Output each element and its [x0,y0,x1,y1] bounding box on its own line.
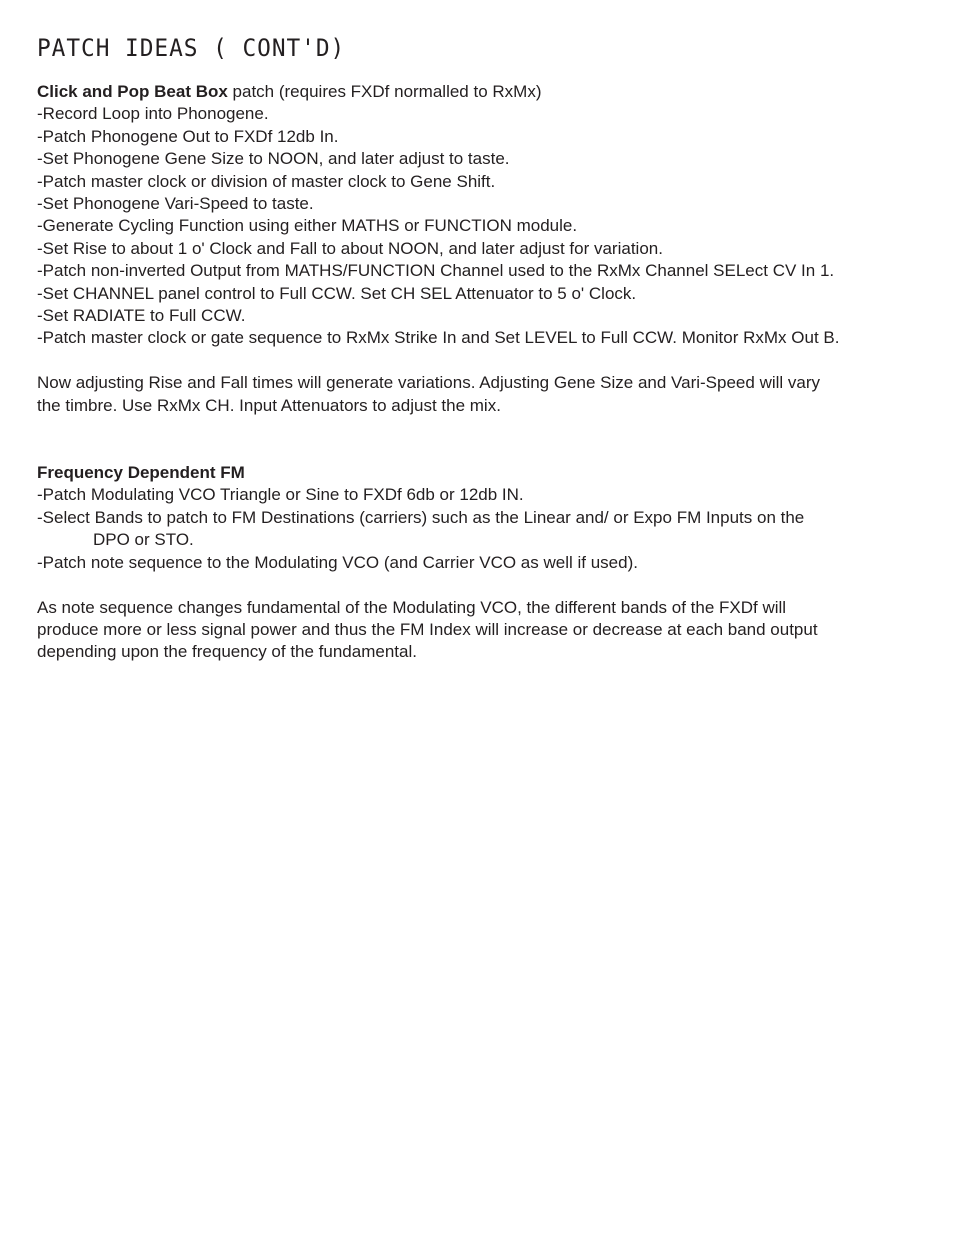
summary-line: produce more or less signal power and thus the FM Index will increase or decrease at each band output [37,619,818,639]
patch-step: -Set Phonogene Gene Size to NOON, and later adjust to taste. [37,149,510,169]
patch-step: -Patch note sequence to the Modulating VCO (and Carrier VCO as well if used). [37,552,638,572]
section-heading-rest: patch (requires FXDf normalled to RxMx) [227,82,542,101]
patch-step: -Set Rise to about 1 o' Clock and Fall to about NOON, and later adjust for variation. [37,238,663,258]
section-heading-bold: Frequency Dependent FM [37,463,245,483]
patch-step: -Set RADIATE to Full CCW. [37,306,246,326]
patch-step: -Patch Modulating VCO Triangle or Sine to FXDf 6db or 12db IN. [37,485,524,505]
section-frequency-dependent-fm [37,462,937,664]
section-heading-bold: Click and Pop Beat Box [37,82,228,101]
patch-step: -Patch non-inverted Output from MATHS/FUNCTION Channel used to the RxMx Channel SELect CV In 1. [37,261,835,281]
patch-step: -Patch master clock or division of master clock to Gene Shift. [37,171,496,191]
patch-step: -Generate Cycling Function using either MATHS or FUNCTION module. [37,216,578,236]
summary-line: Now adjusting Rise and Fall times will generate variations. Adjusting Gene Size and Vari-Speed will vary [37,373,821,393]
patch-step: -Select Bands to patch to FM Destinations (carriers) such as the Linear and/ or Expo FM Inputs on the [37,507,805,527]
patch-step: -Patch Phonogene Out to FXDf 12db In. [37,126,339,146]
document-page [37,30,937,664]
patch-step: -Set Phonogene Vari-Speed to taste. [37,194,314,214]
patch-step: -Set CHANNEL panel control to Full CCW. Set CH SEL Attenuator to 5 o' Clock. [37,283,637,303]
spacer [37,350,937,372]
summary-line: As note sequence changes fundamental of the Modulating VCO, the different bands of the FXDf will [37,597,787,617]
summary-line: the timbre. Use RxMx CH. Input Attenuators to adjust the mix. [37,395,501,415]
spacer [37,417,937,462]
section-click-and-pop [37,81,937,417]
page-title: PATCH IDEAS ( CONT'D) [37,34,346,62]
patch-step: -Patch master clock or gate sequence to RxMx Strike In and Set LEVEL to Full CCW. Monitor RxMx Out B. [37,328,840,348]
section-heading [37,81,937,103]
spacer [37,574,937,596]
patch-step: -Record Loop into Phonogene. [37,104,269,124]
section-heading [37,462,937,484]
summary-line: depending upon the frequency of the fundamental. [37,642,417,662]
patch-step-continuation: DPO or STO. [93,530,194,550]
